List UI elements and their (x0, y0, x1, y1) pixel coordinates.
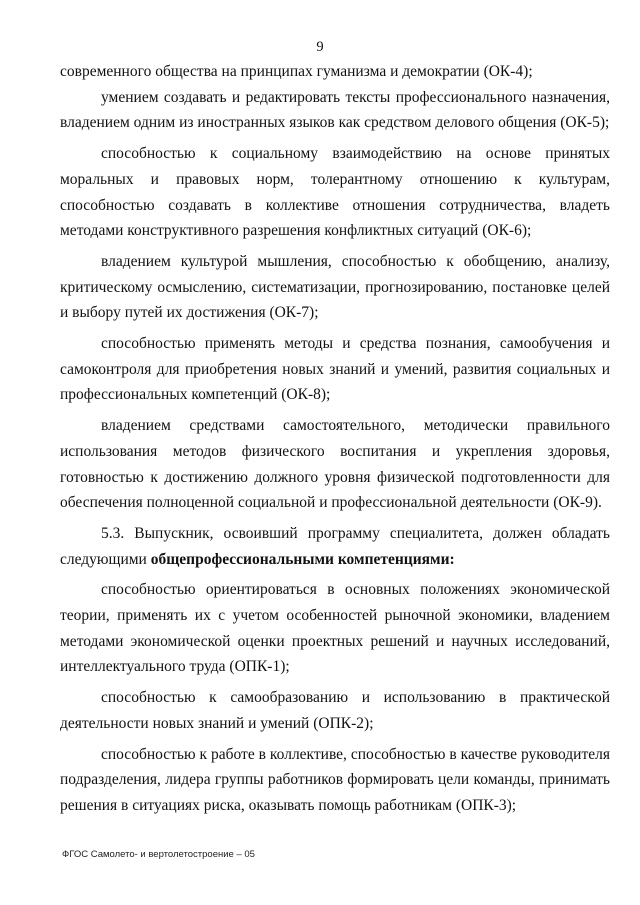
section-5-3-text: 5.3. Выпускник, освоивший программу специалитета, должен обладать следующими (60, 524, 610, 568)
paragraph-ok8: способностью применять методы и средства познания, самообучения и самоконтроля для приобретения новых знаний и умений, развития социальных и профессиональных компетенций (ОК-8); (60, 335, 610, 404)
paragraph-section-5-3 (60, 521, 610, 572)
paragraph-ok5: умением создавать и редактировать тексты профессионального назначения, владением одним из иностранных языков как средством делового общения (ОК-5); (60, 88, 610, 132)
paragraph-opk3: способностью к работе в коллективе, способностью в качестве руководителя подразделения, лидера группы работников формировать цели команды, принимать решения в ситуациях риска, оказывать помощь работникам (ОПК-3); (60, 745, 610, 814)
paragraph-ok4-continuation: современного общества на принципах гуманизма и демократии (ОК-4); (60, 63, 533, 80)
paragraph-opk1: способностью ориентироваться в основных положениях экономической теории, применять их с учетом особенностей рыночной экономики, владением методами экономической оценки проектных решений и научных исследований, интеллектуального труда (ОПК-1); (60, 581, 610, 676)
paragraph-ok7: владением культурой мышления, способностью к обобщению, анализу, критическому осмыслению, систематизации, прогнозированию, постановке целей и выбору путей их достижения (ОК-7); (60, 252, 610, 322)
page-footer: ФГОС Самолето- и вертолетостроение – 05 (62, 849, 255, 860)
paragraph-ok9: владением средствами самостоятельного, методически правильного использования методов физического воспитания и укрепления здоровья, готовностью к достижению должного уровня физической подготовленности для обеспечения полноценной социальной и профессиональной деятельности (ОК-9). (60, 417, 610, 512)
section-5-3-bold-term: общепрофессиональными компетенциями: (150, 550, 455, 568)
document-body (60, 59, 610, 819)
page-number: 9 (316, 39, 324, 55)
paragraph-ok6: способностью к социальному взаимодействию на основе принятых моральных и правовых норм, толерантному отношению к культурам, способностью создавать в коллективе отношения сотрудничества, владеть методами конструктивного разрешения конфликтных ситуаций (ОК-6); (60, 145, 610, 240)
paragraph-opk2: способностью к самообразованию и использованию в практической деятельности новых знаний и умений (ОПК-2); (60, 689, 610, 732)
